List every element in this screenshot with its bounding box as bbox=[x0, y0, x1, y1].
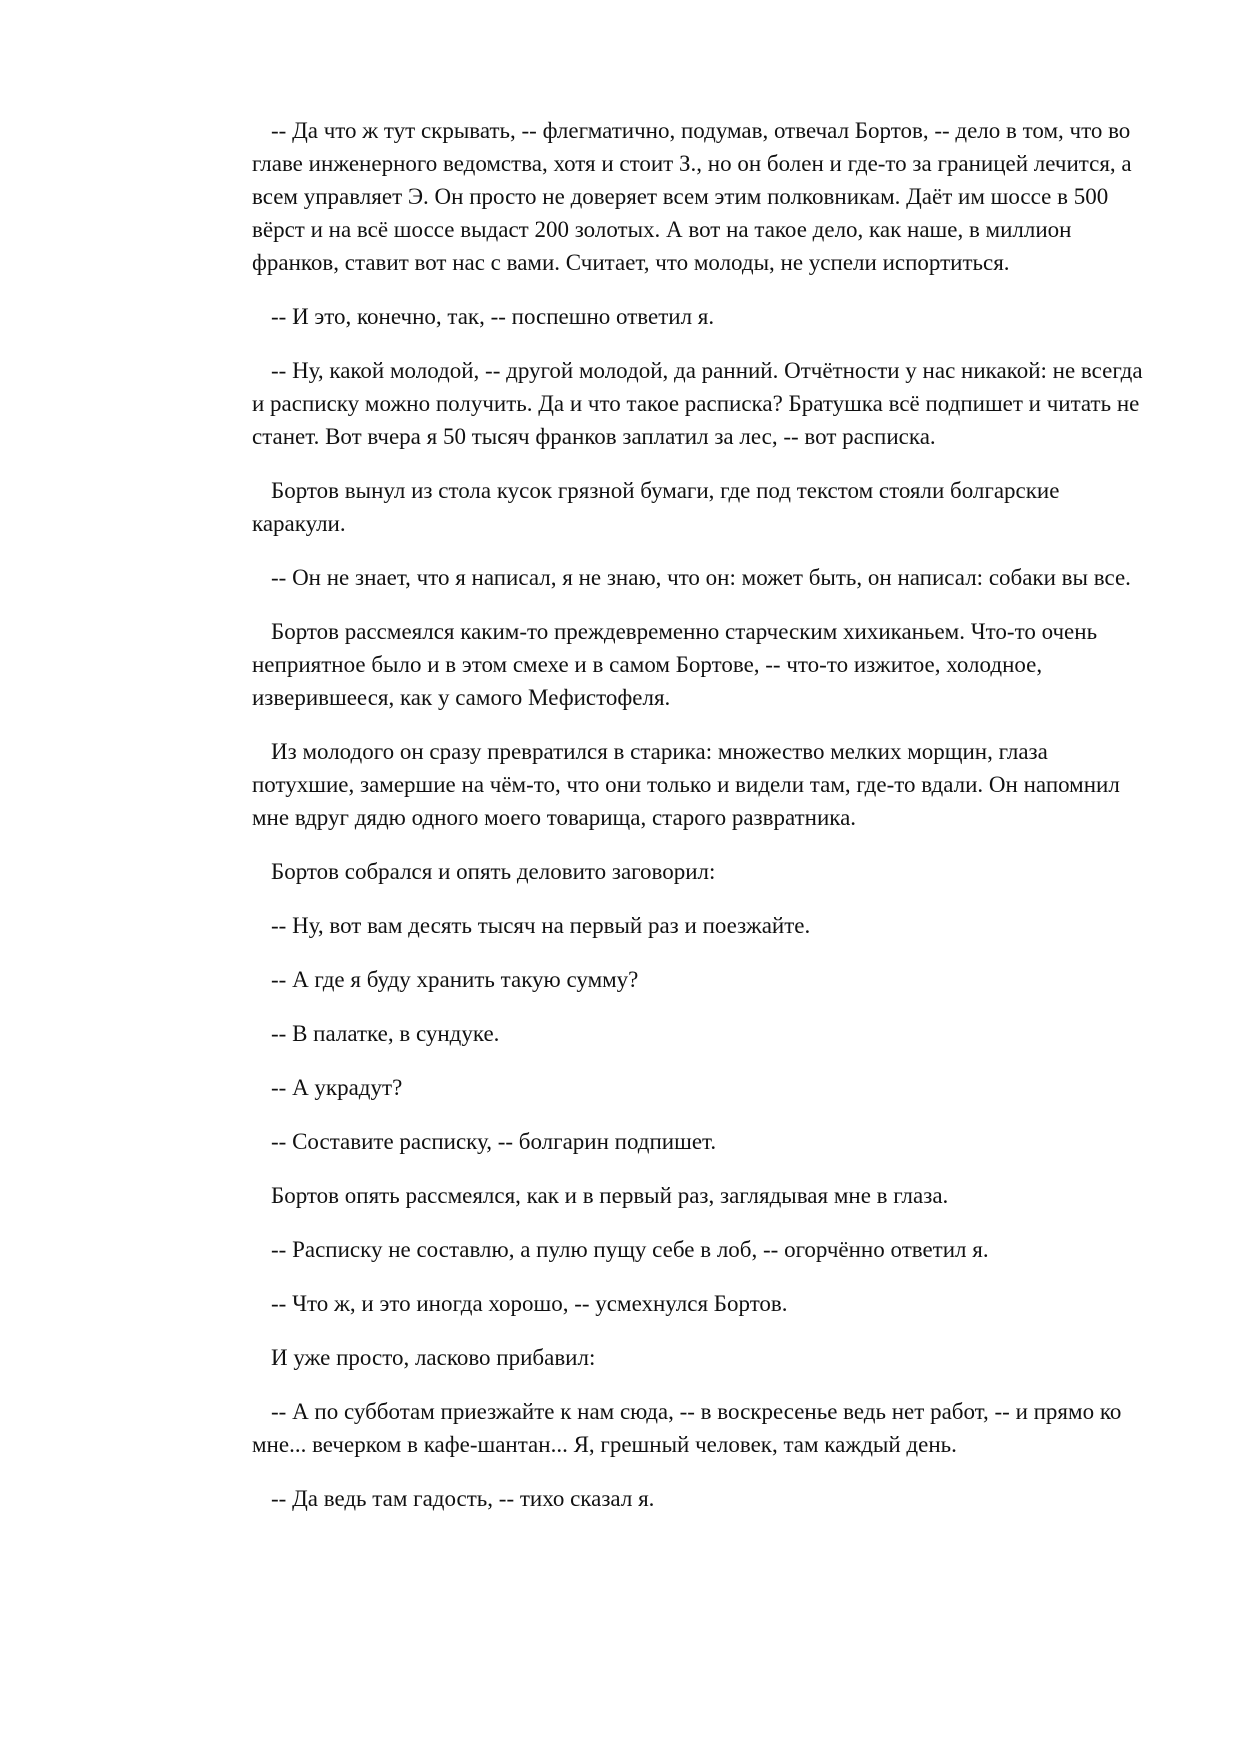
paragraph: Бортов вынул из стола кусок грязной бумаги, где под текстом стояли болгарские каракули. bbox=[252, 478, 1060, 536]
paragraph: И уже просто, ласково прибавил: bbox=[271, 1345, 596, 1370]
paragraph: -- Составите расписку, -- болгарин подпишет. bbox=[271, 1129, 717, 1154]
paragraph: -- Ну, вот вам десять тысяч на первый раз и поезжайте. bbox=[271, 913, 811, 938]
paragraph: -- Да ведь там гадость, -- тихо сказал я. bbox=[271, 1486, 655, 1511]
paragraph: -- И это, конечно, так, -- поспешно ответил я. bbox=[271, 304, 715, 329]
paragraph: Из молодого он сразу превратился в старика: множество мелких морщин, глаза потухшие, замершие на чём-то, что они только и видели там, где-то вдали. Он напомнил мне вдруг дядю одного моего товарища, старого развратника. bbox=[252, 739, 1120, 830]
paragraph: -- А по субботам приезжайте к нам сюда, -- в воскресенье ведь нет работ, -- и прямо ко мне... вечерком в кафе-шантан... Я, грешный человек, там каждый день. bbox=[252, 1399, 1122, 1457]
paragraph: Бортов опять рассмеялся, как и в первый раз, заглядывая мне в глаза. bbox=[271, 1183, 949, 1208]
paragraph: -- Ну, какой молодой, -- другой молодой, да ранний. Отчётности у нас никакой: не всегда и расписку можно получить. Да и что такое расписка? Братушка всё подпишет и читать не станет. Вот вчера я 50 тысяч франков заплатил за лес, -- вот расписка. bbox=[252, 358, 1143, 449]
text-body bbox=[252, 114, 1152, 1536]
paragraph: -- Расписку не составлю, а пулю пущу себе в лоб, -- огорчённо ответил я. bbox=[271, 1237, 989, 1262]
paragraph: Бортов собрался и опять деловито заговорил: bbox=[271, 859, 716, 884]
paragraph: -- Что ж, и это иногда хорошо, -- усмехнулся Бортов. bbox=[271, 1291, 788, 1316]
paragraph: Бортов рассмеялся каким-то преждевременно старческим хихиканьем. Что-то очень неприятное было и в этом смехе и в самом Бортове, -- что-то изжитое, холодное, изверившееся, как у самого Мефистофеля. bbox=[252, 619, 1098, 710]
paragraph: -- А где я буду хранить такую сумму? bbox=[271, 967, 639, 992]
paragraph: -- Да что ж тут скрывать, -- флегматично, подумав, отвечал Бортов, -- дело в том, что во главе инженерного ведомства, хотя и стоит З., но он болен и где-то за границей лечится, а всем управляет Э. Он просто не доверяет всем этим полковникам. Даёт им шоссе в 500 вёрст и на всё шоссе выдаст 200 золотых. А вот на такое дело, как наше, в миллион франков, ставит вот нас с вами. Считает, что молоды, не успели испортиться. bbox=[252, 118, 1132, 275]
paragraph: -- Он не знает, что я написал, я не знаю, что он: может быть, он написал: собаки вы все. bbox=[271, 565, 1131, 590]
paragraph: -- А украдут? bbox=[271, 1075, 403, 1100]
paragraph: -- В палатке, в сундуке. bbox=[271, 1021, 500, 1046]
